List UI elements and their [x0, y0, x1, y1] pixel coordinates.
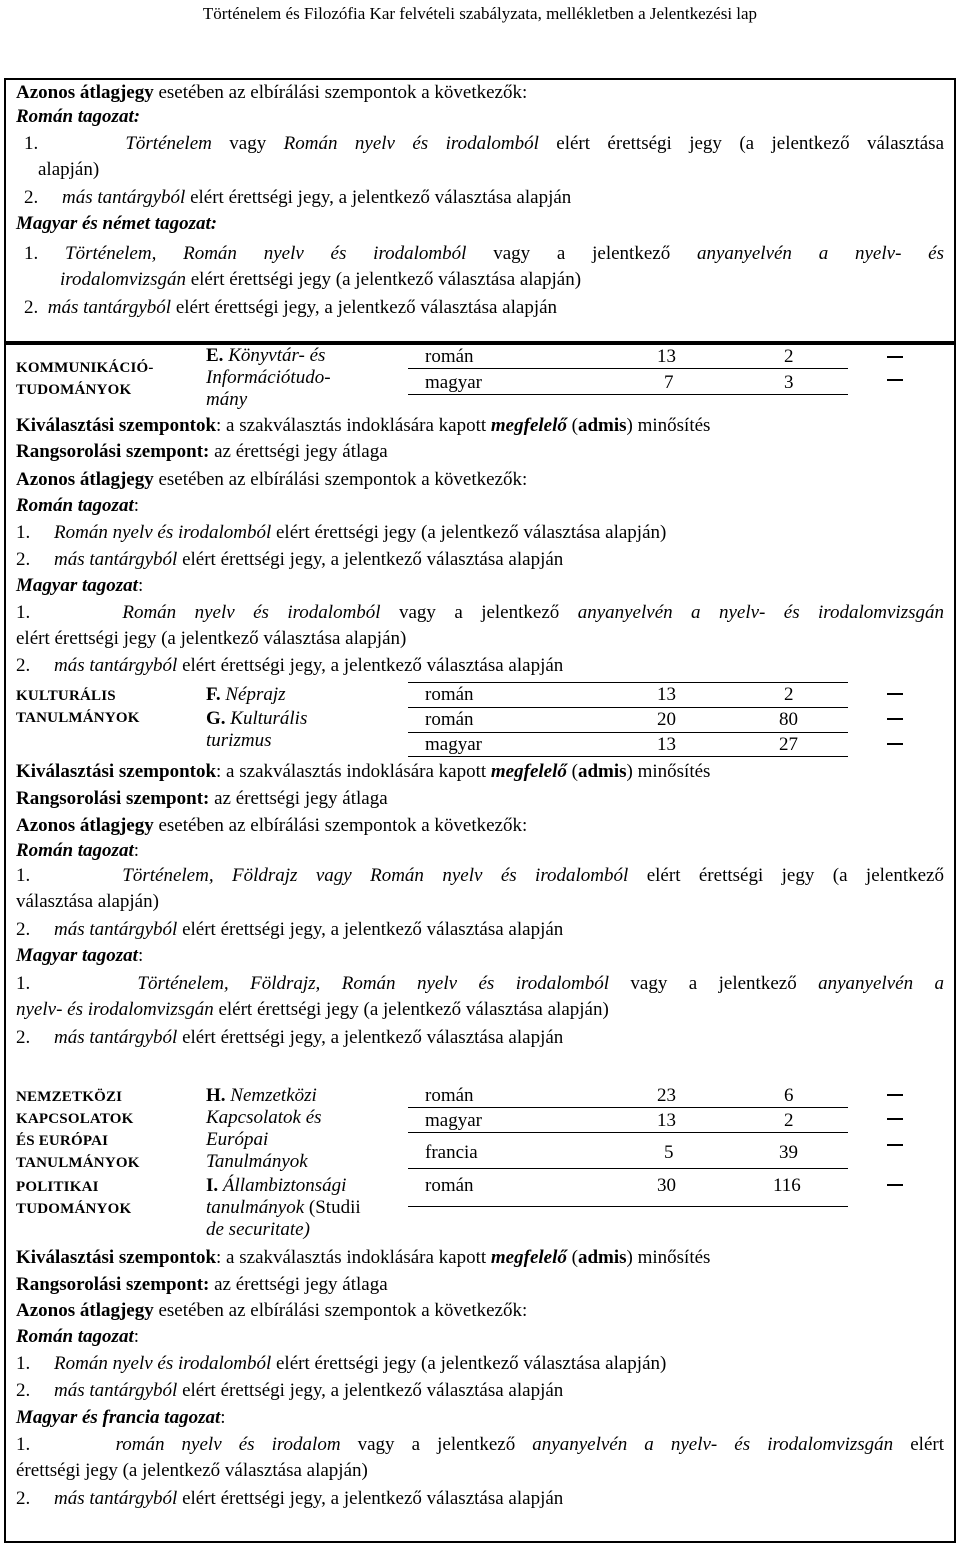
- lang-cell: román: [425, 709, 474, 730]
- dash-mark: [887, 743, 903, 745]
- lang-cell: román: [425, 346, 474, 367]
- selection-criteria: Kiválasztási szempontok: a szakválasztás indoklására kapott megfelelő (admis) minősítés: [16, 761, 711, 782]
- magyar-rule-2: 2. más tantárgyból elért érettségi jegy, a jelentkező választása alapján: [16, 655, 564, 676]
- roman-rule-2: 2. más tantárgyból elért érettségi jegy, a jelentkező választása alapján: [16, 919, 564, 940]
- magyar-rule-1-cont: elért érettségi jegy (a jelentkező választása alapján): [16, 628, 407, 649]
- tie-break-heading: Azonos átlagjegy esetében az elbírálási szempontok a következők:: [16, 82, 528, 103]
- quota-cell: 39: [779, 1142, 798, 1163]
- quota-cell: 23: [657, 1085, 676, 1106]
- roman-tagozat-heading: Román tagozat:: [16, 495, 140, 516]
- tie-break-heading: Azonos átlagjegy esetében az elbírálási szempontok a következők:: [16, 815, 528, 836]
- magyar-rule-2: 2. más tantárgyból elért érettségi jegy, a jelentkező választása alapján: [24, 297, 558, 318]
- lang-cell: román: [425, 684, 474, 705]
- quota-cell: 20: [657, 709, 676, 730]
- dash-mark: [887, 1184, 903, 1186]
- program-g: G. Kulturális turizmus: [206, 708, 308, 751]
- roman-rule-1: 1. Történelem, Földrajz vagy Román nyelv és irodalomból elért érettségi jegy (a jelentkező: [16, 865, 944, 886]
- quota-cell: 30: [657, 1175, 676, 1196]
- roman-rule-1: 1. Román nyelv és irodalomból elért érettségi jegy (a jelentkező választása alapján): [16, 522, 667, 543]
- program-h: H. Nemzetközi Kapcsolatok és Európai Tanulmányok: [206, 1085, 322, 1172]
- ranking-criteria: Rangsorolási szempont: az érettségi jegy átlaga: [16, 441, 388, 462]
- magyar-rule-1: 1. Román nyelv és irodalomból vagy a jelentkező anyanyelvén a nyelv- és irodalomvizsgán: [16, 602, 944, 623]
- table-divider: [408, 394, 848, 395]
- roman-tagozat-heading: Román tagozat:: [16, 840, 140, 861]
- roman-rule-2: 2. más tantárgyból elért érettségi jegy, a jelentkező választása alapján: [16, 1380, 564, 1401]
- quota-cell: 2: [784, 346, 794, 367]
- magyar-rule-1: 1. Történelem, Román nyelv és irodalomból vagy a jelentkező anyanyelvén a nyelv- és: [24, 243, 944, 264]
- lang-cell: magyar: [425, 1110, 482, 1131]
- roman-rule-1-cont: választása alapján): [16, 891, 159, 912]
- quota-cell: 2: [784, 684, 794, 705]
- dash-mark: [887, 379, 903, 381]
- table-divider: [408, 732, 848, 733]
- table-divider: [408, 1107, 848, 1108]
- quota-cell: 13: [657, 346, 676, 367]
- dash-mark: [887, 1118, 903, 1120]
- table-divider: [408, 707, 848, 708]
- quota-cell: 7: [664, 372, 674, 393]
- lang-cell: magyar: [425, 372, 482, 393]
- quota-cell: 27: [779, 734, 798, 755]
- ranking-criteria: Rangsorolási szempont: az érettségi jegy átlaga: [16, 788, 388, 809]
- roman-rule-2: 2. más tantárgyból elért érettségi jegy, a jelentkező választása alapján: [16, 549, 564, 570]
- dash-mark: [887, 718, 903, 720]
- field-kulturalis-2: TANULMÁNYOK: [16, 710, 140, 726]
- quota-cell: 13: [657, 1110, 676, 1131]
- magyar-francia-heading: Magyar és francia tagozat:: [16, 1407, 226, 1428]
- selection-criteria: Kiválasztási szempontok: a szakválasztás indoklására kapott megfelelő (admis) minősítés: [16, 1247, 711, 1268]
- dash-mark: [887, 356, 903, 358]
- ranking-criteria: Rangsorolási szempont: az érettségi jegy átlaga: [16, 1274, 388, 1295]
- magyar-tagozat-heading: Magyar tagozat:: [16, 945, 144, 966]
- dash-mark: [887, 1094, 903, 1096]
- roman-tagozat-heading: Román tagozat:: [16, 1326, 140, 1347]
- magyar-rule-2: 2. más tantárgyból elért érettségi jegy, a jelentkező választása alapján: [16, 1027, 564, 1048]
- field-nemzetkozi: NEMZETKÖZI KAPCSOLATOK ÉS EURÓPAI TANULMÁNYOK: [16, 1089, 140, 1171]
- field-kommunikacio-2: TUDOMÁNYOK: [16, 382, 132, 398]
- roman-tagozat-heading: Román tagozat:: [16, 106, 141, 127]
- quota-cell: 2: [784, 1110, 794, 1131]
- magyar-nemet-heading: Magyar és német tagozat:: [16, 213, 218, 234]
- selection-criteria: Kiválasztási szempontok: a szakválasztás indoklására kapott megfelelő (admis) minősítés: [16, 415, 711, 436]
- quota-cell: 5: [664, 1142, 674, 1163]
- page-header: Történelem és Filozófia Kar felvételi szabályzata, mellékletben a Jelentkezési lap: [202, 4, 758, 23]
- table-divider: [408, 368, 848, 369]
- program-e: E. Könyvtár- és Információtudo- mány: [206, 345, 331, 410]
- magyar-tagozat-heading: Magyar tagozat:: [16, 575, 144, 596]
- roman-rule-1-cont: alapján): [38, 159, 100, 180]
- magyar-rule-1: 1. Történelem, Földrajz, Román nyelv és irodalomból vagy a jelentkező anyanyelvén a: [16, 973, 944, 994]
- tie-break-heading: Azonos átlagjegy esetében az elbírálási szempontok a következők:: [16, 1300, 528, 1321]
- quota-cell: 13: [657, 684, 676, 705]
- magyar-rule-2: 2. más tantárgyból elért érettségi jegy, a jelentkező választása alapján: [16, 1488, 564, 1509]
- quota-cell: 3: [784, 372, 794, 393]
- magyar-rule-1-cont: érettségi jegy (a jelentkező választása alapján): [16, 1460, 368, 1481]
- program-i: I. Állambiztonsági tanulmányok (Studii de securitate): [206, 1175, 361, 1240]
- table-divider: [408, 1168, 848, 1169]
- lang-cell: francia: [425, 1142, 478, 1163]
- lang-cell: román: [425, 1175, 474, 1196]
- table-divider: [408, 682, 848, 683]
- lang-cell: román: [425, 1085, 474, 1106]
- tie-break-heading: Azonos átlagjegy esetében az elbírálási szempontok a következők:: [16, 469, 528, 490]
- lang-cell: magyar: [425, 734, 482, 755]
- magyar-rule-1: 1. román nyelv és irodalom vagy a jelentkező anyanyelvén a nyelv- és irodalomvizsgán elért: [16, 1434, 944, 1455]
- magyar-rule-1-cont: nyelv- és irodalomvizsgán elért érettségi jegy (a jelentkező választása alapján): [16, 999, 609, 1020]
- table-divider: [408, 756, 848, 757]
- dash-mark: [887, 693, 903, 695]
- table-divider: [408, 1132, 848, 1133]
- field-politikai: POLITIKAI TUDOMÁNYOK: [16, 1179, 132, 1217]
- program-f: F. Néprajz: [206, 684, 286, 705]
- roman-rule-1: 1. Történelem vagy Román nyelv és irodalomból elért érettségi jegy (a jelentkező választása: [24, 133, 944, 154]
- field-kommunikacio: KOMMUNIKÁCIÓ-: [16, 360, 154, 376]
- quota-cell: 6: [784, 1085, 794, 1106]
- quota-cell: 13: [657, 734, 676, 755]
- magyar-rule-1-cont: irodalomvizsgán elért érettségi jegy (a jelentkező választása alapján): [60, 269, 582, 290]
- dash-mark: [887, 1144, 903, 1146]
- field-kulturalis: KULTURÁLIS: [16, 688, 116, 704]
- table-divider: [408, 1206, 848, 1207]
- roman-rule-1: 1. Román nyelv és irodalomból elért érettségi jegy (a jelentkező választása alapján): [16, 1353, 667, 1374]
- quota-cell: 80: [779, 709, 798, 730]
- roman-rule-2: 2. más tantárgyból elért érettségi jegy, a jelentkező választása alapján: [24, 187, 572, 208]
- quota-cell: 116: [773, 1175, 801, 1196]
